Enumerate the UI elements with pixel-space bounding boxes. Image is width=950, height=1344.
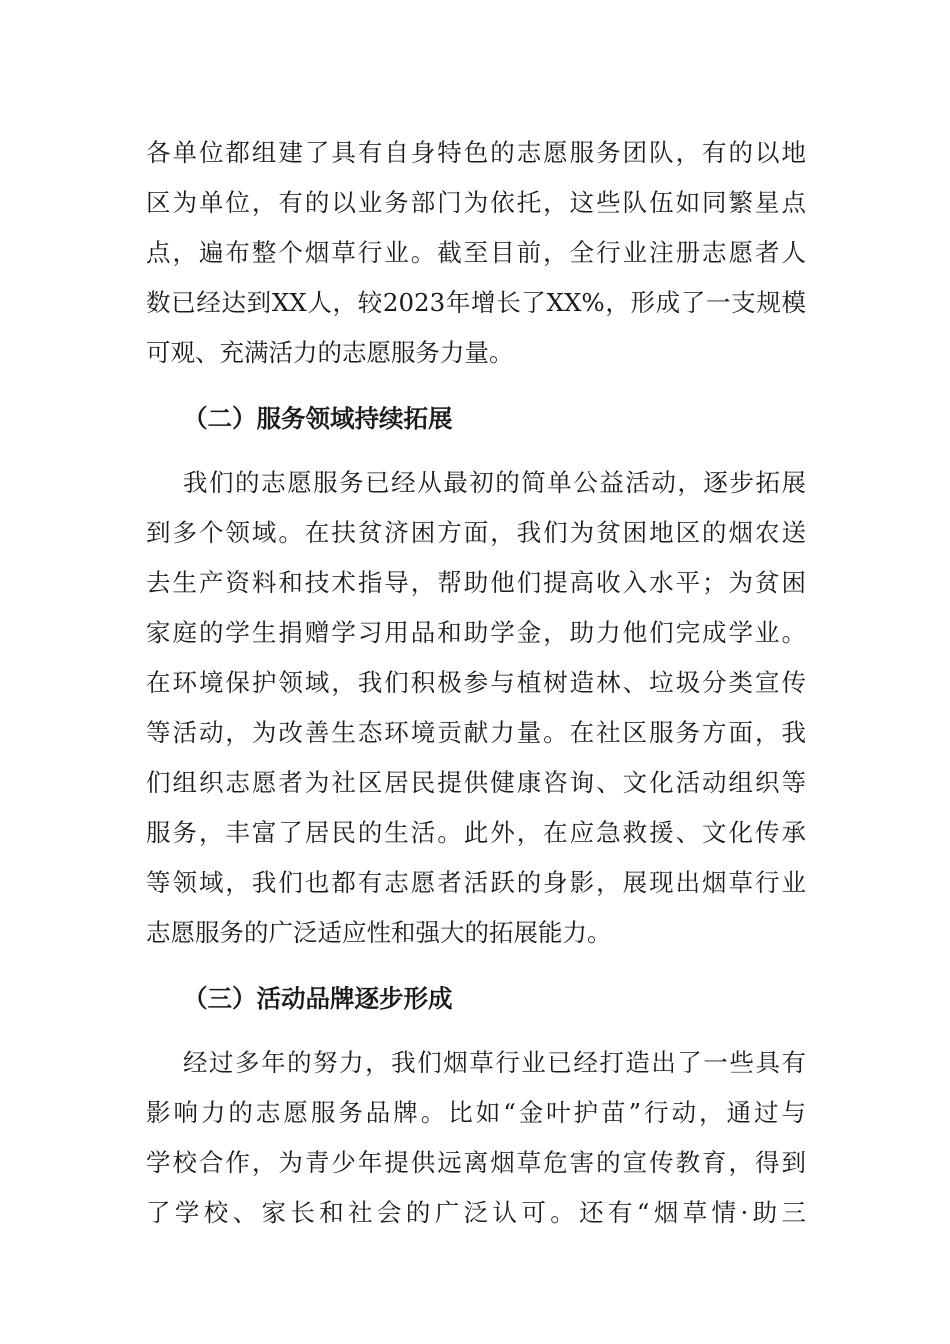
text-line: 可观、充满活力的志愿服务力量。 [146,338,514,367]
text-line: 志愿服务的广泛适应性和强大的拓展能力。 [146,918,612,947]
text-line: 我们的志愿服务已经从最初的简单公益活动，逐步拓展 [183,468,806,497]
text-line: 等领域，我们也都有志愿者活跃的身影，展现出烟草行业 [146,868,806,897]
paragraph-volunteer-teams [146,128,806,378]
paragraph-activity-brands [146,1038,806,1238]
text-line: 各单位都组建了具有自身特色的志愿服务团队，有的以地 [146,138,806,167]
text-line: 们组织志愿者为社区居民提供健康咨询、文化活动组织等 [146,768,806,797]
section-heading-service-areas: （二）服务领域持续拓展 [183,404,453,433]
text-line: 区为单位，有的以业务部门为依托，这些队伍如同繁星点 [146,188,806,217]
text-line: 家庭的学生捐赠学习用品和助学金，助力他们完成学业。 [146,618,806,647]
section-heading-activity-brands: （三）活动品牌逐步形成 [183,984,453,1013]
text-line: 数已经达到XX人，较2023年增长了XX%，形成了一支规模 [146,288,806,317]
text-line: 经过多年的努力，我们烟草行业已经打造出了一些具有 [183,1048,806,1077]
text-line: 了学校、家长和社会的广泛认可。还有“烟草情·助三 [146,1198,806,1227]
text-line: 点，遍布整个烟草行业。截至目前，全行业注册志愿者人 [146,238,806,267]
text-line: 影响力的志愿服务品牌。比如“金叶护苗”行动，通过与 [146,1098,806,1127]
document-body [146,128,806,1238]
text-line: 等活动，为改善生态环境贡献力量。在社区服务方面，我 [146,718,806,747]
text-line: 在环境保护领域，我们积极参与植树造林、垃圾分类宣传 [146,668,806,697]
text-line: 服务，丰富了居民的生活。此外，在应急救援、文化传承 [146,818,806,847]
text-line: 到多个领域。在扶贫济困方面，我们为贫困地区的烟农送 [146,518,806,547]
text-line: 学校合作，为青少年提供远离烟草危害的宣传教育，得到 [146,1148,806,1177]
paragraph-service-areas [146,458,806,958]
text-line: 去生产资料和技术指导，帮助他们提高收入水平；为贫困 [146,568,806,597]
